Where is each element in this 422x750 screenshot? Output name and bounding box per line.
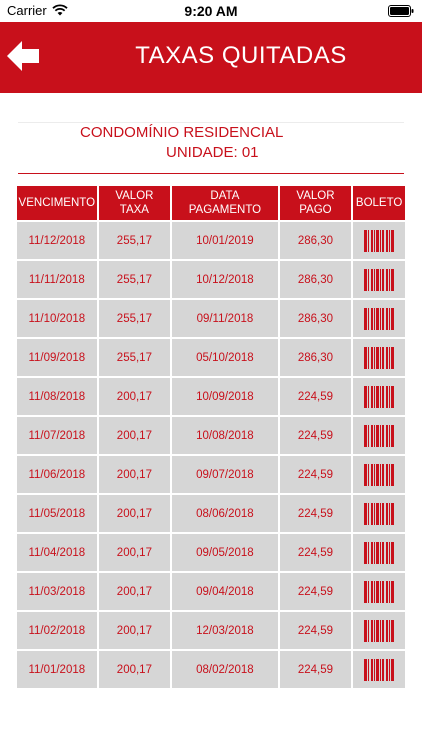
cell-boleto [353, 573, 405, 610]
cell-valor-pago: 286,30 [280, 339, 352, 376]
cell-data-pagamento: 10/01/2019 [172, 222, 277, 259]
table-row [17, 339, 405, 376]
cell-data-pagamento: 05/10/2018 [172, 339, 277, 376]
table-row [17, 534, 405, 571]
condominio-name: CONDOMÍNIO RESIDENCIAL [80, 124, 284, 141]
cell-data-pagamento: 10/12/2018 [172, 261, 277, 298]
cell-valor-pago: 224,59 [280, 612, 352, 649]
header-valor-taxa: VALOR TAXA [99, 186, 171, 220]
cell-valor-taxa: 200,17 [99, 378, 171, 415]
cell-valor-pago: 224,59 [280, 456, 352, 493]
cell-vencimento: 11/12/2018 [17, 222, 97, 259]
cell-boleto [353, 378, 405, 415]
cell-vencimento: 11/06/2018 [17, 456, 97, 493]
cell-vencimento: 11/09/2018 [17, 339, 97, 376]
cell-vencimento: 11/05/2018 [17, 495, 97, 532]
table-row [17, 495, 405, 532]
carrier-label: Carrier [7, 3, 47, 18]
cell-data-pagamento: 09/07/2018 [172, 456, 277, 493]
back-arrow-icon[interactable] [5, 38, 41, 74]
table-row [17, 651, 405, 688]
cell-data-pagamento: 09/05/2018 [172, 534, 277, 571]
divider [18, 173, 404, 174]
barcode-icon[interactable] [364, 542, 394, 564]
barcode-icon[interactable] [364, 659, 394, 681]
cell-valor-pago: 286,30 [280, 261, 352, 298]
cell-valor-pago: 224,59 [280, 534, 352, 571]
cell-boleto [353, 456, 405, 493]
table-row [17, 612, 405, 649]
cell-data-pagamento: 08/02/2018 [172, 651, 277, 688]
cell-vencimento: 11/10/2018 [17, 300, 97, 337]
battery-icon [388, 5, 414, 17]
cell-valor-taxa: 200,17 [99, 534, 171, 571]
barcode-icon[interactable] [364, 581, 394, 603]
barcode-icon[interactable] [364, 425, 394, 447]
cell-valor-pago: 224,59 [280, 417, 352, 454]
table-header [17, 186, 405, 220]
table-row [17, 573, 405, 610]
barcode-icon[interactable] [364, 308, 394, 330]
cell-boleto [353, 612, 405, 649]
cell-valor-taxa: 200,17 [99, 456, 171, 493]
status-bar [0, 0, 422, 22]
cell-data-pagamento: 08/06/2018 [172, 495, 277, 532]
cell-data-pagamento: 10/09/2018 [172, 378, 277, 415]
cell-data-pagamento: 10/08/2018 [172, 417, 277, 454]
cell-vencimento: 11/04/2018 [17, 534, 97, 571]
cell-valor-taxa: 255,17 [99, 339, 171, 376]
status-time: 9:20 AM [184, 3, 238, 19]
info-block [0, 93, 422, 181]
barcode-icon[interactable] [364, 464, 394, 486]
cell-valor-taxa: 200,17 [99, 495, 171, 532]
cell-valor-pago: 224,59 [280, 378, 352, 415]
table-row [17, 300, 405, 337]
cell-valor-taxa: 255,17 [99, 222, 171, 259]
table-row [17, 417, 405, 454]
cell-valor-taxa: 200,17 [99, 651, 171, 688]
barcode-icon[interactable] [364, 620, 394, 642]
unidade-label: UNIDADE: 01 [166, 144, 259, 161]
cell-data-pagamento: 09/11/2018 [172, 300, 277, 337]
cell-valor-pago: 286,30 [280, 222, 352, 259]
cell-boleto [353, 495, 405, 532]
table-body [17, 222, 405, 688]
cell-boleto [353, 534, 405, 571]
cell-valor-taxa: 200,17 [99, 417, 171, 454]
barcode-icon[interactable] [364, 347, 394, 369]
cell-vencimento: 11/03/2018 [17, 573, 97, 610]
cell-vencimento: 11/08/2018 [17, 378, 97, 415]
table-row [17, 456, 405, 493]
cell-boleto [353, 417, 405, 454]
cell-valor-pago: 286,30 [280, 300, 352, 337]
header-data-pagamento: DATA PAGAMENTO [172, 186, 277, 220]
header-boleto: BOLETO [353, 186, 405, 220]
cell-boleto [353, 222, 405, 259]
cell-boleto [353, 261, 405, 298]
cell-vencimento: 11/07/2018 [17, 417, 97, 454]
cell-data-pagamento: 09/04/2018 [172, 573, 277, 610]
cell-valor-taxa: 255,17 [99, 300, 171, 337]
barcode-icon[interactable] [364, 230, 394, 252]
cell-valor-taxa: 200,17 [99, 573, 171, 610]
cell-boleto [353, 339, 405, 376]
cell-vencimento: 11/01/2018 [17, 651, 97, 688]
barcode-icon[interactable] [364, 386, 394, 408]
header-vencimento: VENCIMENTO [17, 186, 97, 220]
cell-vencimento: 11/11/2018 [17, 261, 97, 298]
barcode-icon[interactable] [364, 269, 394, 291]
divider-top [18, 122, 404, 123]
cell-data-pagamento: 12/03/2018 [172, 612, 277, 649]
cell-valor-pago: 224,59 [280, 651, 352, 688]
table-row [17, 261, 405, 298]
cell-boleto [353, 300, 405, 337]
cell-valor-taxa: 255,17 [99, 261, 171, 298]
barcode-icon[interactable] [364, 503, 394, 525]
header-valor-pago: VALOR PAGO [280, 186, 352, 220]
nav-bar [0, 22, 422, 93]
table-row [17, 222, 405, 259]
cell-vencimento: 11/02/2018 [17, 612, 97, 649]
cell-valor-pago: 224,59 [280, 573, 352, 610]
page-title: TAXAS QUITADAS [135, 42, 347, 69]
taxas-table [17, 186, 405, 688]
table-row [17, 378, 405, 415]
cell-boleto [353, 651, 405, 688]
cell-valor-taxa: 200,17 [99, 612, 171, 649]
cell-valor-pago: 224,59 [280, 495, 352, 532]
